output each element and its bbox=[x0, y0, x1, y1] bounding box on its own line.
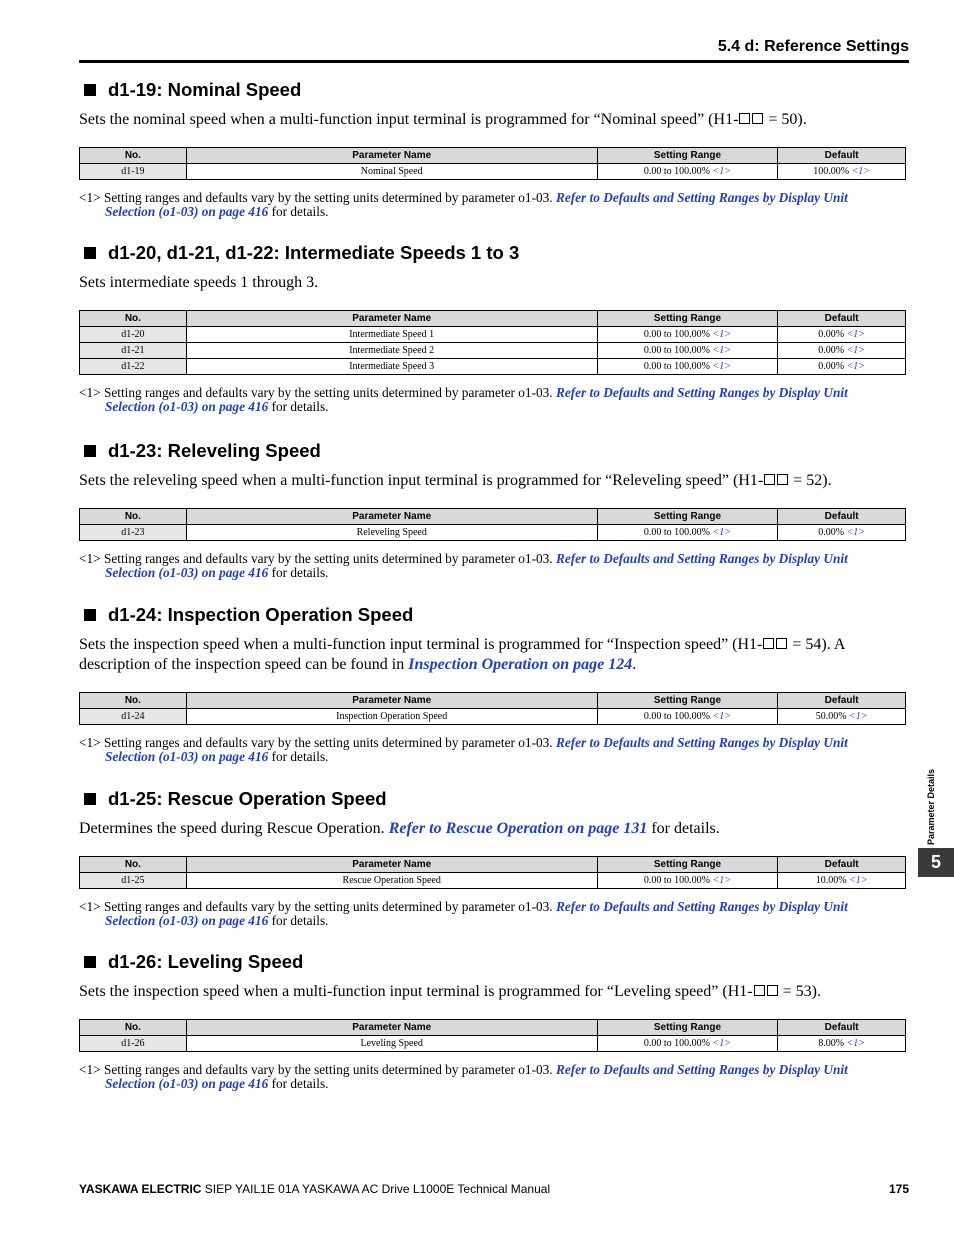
footer-text bbox=[79, 1182, 550, 1196]
footer-brand: YASKAWA ELECTRIC bbox=[79, 1182, 202, 1196]
column-header: Default bbox=[778, 1020, 906, 1036]
cell-param-name: Intermediate Speed 2 bbox=[186, 343, 597, 359]
section-description: Sets the inspection speed when a multi-function input terminal is programmed for “Inspection speed” (H1- = 54). A description of the inspection speed can be found in Inspection Operation on page 124. bbox=[79, 636, 845, 673]
cell-default: 0.00% <1> bbox=[778, 327, 906, 343]
section-d1-24 bbox=[79, 603, 909, 764]
display-unit-link[interactable]: Refer to Defaults and Setting Ranges by Display Unit bbox=[555, 1062, 848, 1077]
cell-default: 0.00% <1> bbox=[778, 343, 906, 359]
bullet-square-icon bbox=[84, 84, 96, 96]
footnote-ref-link[interactable]: <1> bbox=[712, 875, 732, 886]
cell-param-no: d1-22 bbox=[80, 359, 187, 375]
table-header-row bbox=[80, 1020, 906, 1036]
table-row bbox=[80, 873, 906, 889]
section-d1-25 bbox=[79, 787, 909, 928]
table-row bbox=[80, 1036, 906, 1052]
cell-param-no: d1-20 bbox=[80, 327, 187, 343]
cell-param-name: Rescue Operation Speed bbox=[186, 873, 597, 889]
page-416-link[interactable]: Selection (o1-03) on page 416 bbox=[105, 565, 269, 580]
column-header: Setting Range bbox=[597, 693, 778, 709]
cell-param-name: Intermediate Speed 3 bbox=[186, 359, 597, 375]
column-header: No. bbox=[80, 509, 187, 525]
footnote-ref-link[interactable]: <1> bbox=[846, 361, 866, 372]
column-header: Setting Range bbox=[597, 509, 778, 525]
section-d1-20-22 bbox=[79, 241, 909, 414]
footnote-ref-link[interactable]: <1> bbox=[712, 527, 732, 538]
table-row bbox=[80, 327, 906, 343]
bullet-square-icon bbox=[84, 247, 96, 259]
rescue-operation-link[interactable]: Refer to Rescue Operation on page 131 bbox=[388, 820, 648, 837]
table-header-row bbox=[80, 509, 906, 525]
page-number: 175 bbox=[888, 1182, 909, 1196]
column-header: Default bbox=[778, 148, 906, 164]
display-unit-link[interactable]: Refer to Defaults and Setting Ranges by Display Unit bbox=[555, 385, 848, 400]
cell-param-no: d1-24 bbox=[80, 709, 187, 725]
cell-setting-range: 0.00 to 100.00% <1> bbox=[597, 343, 778, 359]
inspection-operation-link[interactable]: Inspection Operation on page 124 bbox=[408, 656, 633, 673]
column-header: No. bbox=[80, 148, 187, 164]
box-placeholder-icon bbox=[754, 985, 765, 996]
cell-param-no: d1-26 bbox=[80, 1036, 187, 1052]
parameter-table bbox=[79, 1019, 909, 1052]
table-header-row bbox=[80, 311, 906, 327]
column-header: Setting Range bbox=[597, 857, 778, 873]
cell-param-no: d1-25 bbox=[80, 873, 187, 889]
footnote: <1> Setting ranges and defaults vary by the setting units determined by parameter o1-03. Refer to Defaults and Setting Ranges by Display Unit Selection (o1-03) on page 416 for details. bbox=[79, 899, 848, 928]
column-header: Parameter Name bbox=[186, 509, 597, 525]
column-header: No. bbox=[80, 857, 187, 873]
table-row bbox=[80, 164, 906, 180]
parameter-table bbox=[79, 310, 909, 375]
box-placeholder-icon bbox=[764, 474, 775, 485]
section-heading: d1-26: Leveling Speed bbox=[79, 950, 909, 974]
footnote: <1> Setting ranges and defaults vary by the setting units determined by parameter o1-03. Refer to Defaults and Setting Ranges by Display Unit Selection (o1-03) on page 416 for details. bbox=[79, 1062, 848, 1091]
footnote: <1> Setting ranges and defaults vary by the setting units determined by parameter o1-03. Refer to Defaults and Setting Ranges by Display Unit Selection (o1-03) on page 416 for details. bbox=[79, 190, 848, 219]
footnote-ref-link[interactable]: <1> bbox=[712, 361, 732, 372]
section-description: Sets the releveling speed when a multi-function input terminal is programmed for “Releveling speed” (H1- = 52). bbox=[79, 472, 832, 489]
column-header: Parameter Name bbox=[186, 857, 597, 873]
chapter-tab[interactable]: 5 bbox=[918, 848, 954, 877]
bullet-square-icon bbox=[84, 956, 96, 968]
column-header: Default bbox=[778, 693, 906, 709]
column-header: Setting Range bbox=[597, 1020, 778, 1036]
footnote: <1> Setting ranges and defaults vary by the setting units determined by parameter o1-03. Refer to Defaults and Setting Ranges by Display Unit Selection (o1-03) on page 416 for details. bbox=[79, 385, 848, 414]
column-header: Parameter Name bbox=[186, 1020, 597, 1036]
cell-default: 0.00% <1> bbox=[778, 359, 906, 375]
column-header: Default bbox=[778, 509, 906, 525]
cell-default: 8.00% <1> bbox=[778, 1036, 906, 1052]
cell-setting-range: 0.00 to 100.00% <1> bbox=[597, 164, 778, 180]
table-row bbox=[80, 709, 906, 725]
bullet-square-icon bbox=[84, 793, 96, 805]
box-placeholder-icon bbox=[777, 474, 788, 485]
footnote-ref-link[interactable]: <1> bbox=[712, 329, 732, 340]
cell-param-name: Intermediate Speed 1 bbox=[186, 327, 597, 343]
section-heading: d1-25: Rescue Operation Speed bbox=[79, 787, 909, 811]
cell-setting-range: 0.00 to 100.00% <1> bbox=[597, 359, 778, 375]
table-row bbox=[80, 343, 906, 359]
footnote-ref-link[interactable]: <1> bbox=[849, 875, 868, 886]
footnote: <1> Setting ranges and defaults vary by the setting units determined by parameter o1-03. Refer to Defaults and Setting Ranges by Display Unit Selection (o1-03) on page 416 for details. bbox=[79, 735, 848, 764]
parameter-table-grid bbox=[79, 147, 906, 180]
bullet-square-icon bbox=[84, 445, 96, 457]
cell-setting-range: 0.00 to 100.00% <1> bbox=[597, 1036, 778, 1052]
bullet-square-icon bbox=[84, 609, 96, 621]
box-placeholder-icon bbox=[763, 638, 774, 649]
display-unit-link[interactable]: Refer to Defaults and Setting Ranges by Display Unit bbox=[555, 735, 848, 750]
section-heading: d1-23: Releveling Speed bbox=[79, 439, 909, 463]
column-header: Parameter Name bbox=[186, 148, 597, 164]
box-placeholder-icon bbox=[767, 985, 778, 996]
section-d1-23 bbox=[79, 439, 909, 580]
cell-param-no: d1-21 bbox=[80, 343, 187, 359]
column-header: Parameter Name bbox=[186, 693, 597, 709]
box-placeholder-icon bbox=[752, 113, 763, 124]
column-header: No. bbox=[80, 311, 187, 327]
column-header: No. bbox=[80, 693, 187, 709]
page-416-link[interactable]: Selection (o1-03) on page 416 bbox=[105, 1076, 269, 1091]
column-header: Parameter Name bbox=[186, 311, 597, 327]
side-tab-label: Parameter Details bbox=[926, 768, 936, 845]
section-description: Sets the nominal speed when a multi-function input terminal is programmed for “Nominal speed” (H1- = 50). bbox=[79, 111, 807, 128]
cell-default: 0.00% <1> bbox=[778, 525, 906, 541]
section-heading: d1-24: Inspection Operation Speed bbox=[79, 603, 909, 627]
table-header-row bbox=[80, 693, 906, 709]
section-heading: d1-19: Nominal Speed bbox=[79, 78, 909, 102]
footnote-ref-link[interactable]: <1> bbox=[712, 166, 732, 177]
column-header: Default bbox=[778, 311, 906, 327]
cell-param-name: Leveling Speed bbox=[186, 1036, 597, 1052]
parameter-table-grid bbox=[79, 310, 906, 375]
table-header-row bbox=[80, 148, 906, 164]
footnote-ref-link[interactable]: <1> bbox=[712, 711, 732, 722]
cell-setting-range: 0.00 to 100.00% <1> bbox=[597, 873, 778, 889]
header-rule bbox=[79, 60, 909, 63]
parameter-table bbox=[79, 692, 909, 725]
table-header-row bbox=[80, 857, 906, 873]
cell-param-name: Nominal Speed bbox=[186, 164, 597, 180]
cell-setting-range: 0.00 to 100.00% <1> bbox=[597, 525, 778, 541]
page-416-link[interactable]: Selection (o1-03) on page 416 bbox=[105, 749, 269, 764]
footnote-ref-link[interactable]: <1> bbox=[846, 345, 866, 356]
parameter-table-grid bbox=[79, 692, 906, 725]
cell-param-no: d1-19 bbox=[80, 164, 187, 180]
section-d1-26 bbox=[79, 950, 909, 1091]
cell-default: 50.00% <1> bbox=[778, 709, 906, 725]
box-placeholder-icon bbox=[739, 113, 750, 124]
display-unit-link[interactable]: Refer to Defaults and Setting Ranges by Display Unit bbox=[555, 899, 848, 914]
section-description: Determines the speed during Rescue Operation. Refer to Rescue Operation on page 131 for details. bbox=[79, 820, 720, 837]
parameter-table bbox=[79, 856, 909, 889]
cell-setting-range: 0.00 to 100.00% <1> bbox=[597, 709, 778, 725]
footnote-ref-link[interactable]: <1> bbox=[712, 345, 732, 356]
section-heading: d1-20, d1-21, d1-22: Intermediate Speeds 1 to 3 bbox=[79, 241, 909, 265]
footnote-ref-link[interactable]: <1> bbox=[846, 527, 866, 538]
page-416-link[interactable]: Selection (o1-03) on page 416 bbox=[105, 399, 269, 414]
footnote-ref-link[interactable]: <1> bbox=[851, 166, 871, 177]
footnote: <1> Setting ranges and defaults vary by the setting units determined by parameter o1-03. Refer to Defaults and Setting Ranges by Display Unit Selection (o1-03) on page 416 for details. bbox=[79, 551, 848, 580]
footnote-ref-link[interactable]: <1> bbox=[846, 329, 866, 340]
table-row bbox=[80, 525, 906, 541]
section-description: Sets intermediate speeds 1 through 3. bbox=[79, 274, 319, 291]
parameter-table bbox=[79, 147, 909, 180]
cell-setting-range: 0.00 to 100.00% <1> bbox=[597, 327, 778, 343]
footnote-ref-link[interactable]: <1> bbox=[849, 711, 868, 722]
column-header: No. bbox=[80, 1020, 187, 1036]
parameter-table-grid bbox=[79, 1019, 906, 1052]
table-row bbox=[80, 359, 906, 375]
cell-param-name: Releveling Speed bbox=[186, 525, 597, 541]
footer-doc: SIEP YAIL1E 01A YASKAWA AC Drive L1000E Technical Manual bbox=[201, 1182, 551, 1196]
parameter-table-grid bbox=[79, 508, 906, 541]
column-header: Default bbox=[778, 857, 906, 873]
footnote-ref-link[interactable]: <1> bbox=[712, 1038, 732, 1049]
cell-param-name: Inspection Operation Speed bbox=[186, 709, 597, 725]
page-416-link[interactable]: Selection (o1-03) on page 416 bbox=[105, 204, 269, 219]
cell-default: 100.00% <1> bbox=[778, 164, 906, 180]
display-unit-link[interactable]: Refer to Defaults and Setting Ranges by Display Unit bbox=[555, 190, 848, 205]
cell-default: 10.00% <1> bbox=[778, 873, 906, 889]
page-416-link[interactable]: Selection (o1-03) on page 416 bbox=[105, 913, 269, 928]
parameter-table-grid bbox=[79, 856, 906, 889]
section-d1-19 bbox=[79, 78, 909, 219]
column-header: Setting Range bbox=[597, 148, 778, 164]
footnote-ref-link[interactable]: <1> bbox=[846, 1038, 866, 1049]
section-description: Sets the inspection speed when a multi-function input terminal is programmed for “Leveling speed” (H1- = 53). bbox=[79, 983, 821, 1000]
display-unit-link[interactable]: Refer to Defaults and Setting Ranges by Display Unit bbox=[555, 551, 848, 566]
parameter-table bbox=[79, 508, 909, 541]
cell-param-no: d1-23 bbox=[80, 525, 187, 541]
section-header-title: 5.4 d: Reference Settings bbox=[717, 38, 909, 55]
box-placeholder-icon bbox=[776, 638, 787, 649]
column-header: Setting Range bbox=[597, 311, 778, 327]
